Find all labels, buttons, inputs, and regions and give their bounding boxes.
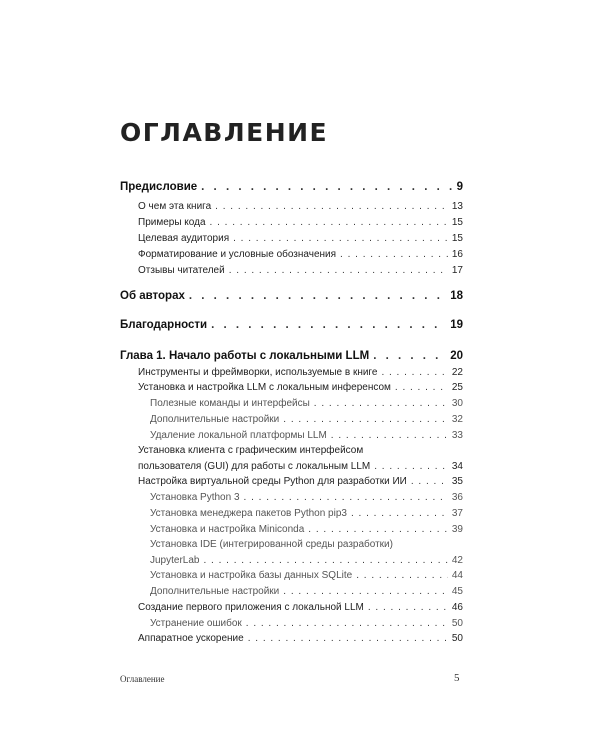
- toc-entry[interactable]: [138, 365, 463, 380]
- leader-dots: [211, 318, 446, 333]
- toc-entry-page: 15: [451, 233, 463, 244]
- toc-entry-title: пользователя (GUI) для работы с локальным LLM: [138, 461, 371, 472]
- toc-entry[interactable]: [138, 380, 463, 395]
- toc-entry[interactable]: [150, 522, 463, 537]
- toc-entry[interactable]: [120, 318, 463, 333]
- leader-dots: [210, 215, 448, 230]
- toc-entry-title: Установка Python 3: [150, 492, 240, 503]
- toc-entry-page: 36: [451, 492, 463, 503]
- toc-entry-page: 32: [451, 414, 463, 425]
- toc-entry-page: 13: [451, 201, 463, 212]
- toc-entry-title: Дополнительные настройки: [150, 586, 280, 597]
- toc-entry-title: Примеры кода: [138, 217, 206, 228]
- toc-entry-page: 45: [451, 586, 463, 597]
- leader-dots: [283, 412, 448, 427]
- toc-entry-title: Установка и настройка базы данных SQLite: [150, 570, 353, 581]
- leader-dots: [340, 247, 448, 262]
- leader-dots: [374, 459, 448, 474]
- toc-entry-title-line1[interactable]: Установка клиента с графическим интерфейсом: [138, 445, 364, 456]
- toc-entry-title: Дополнительные настройки: [150, 414, 280, 425]
- toc-entry[interactable]: [138, 215, 463, 230]
- running-footer: Оглавление: [120, 674, 165, 684]
- toc-entry-title: Установка менеджера пакетов Python pip3: [150, 508, 347, 519]
- leader-dots: [246, 616, 448, 631]
- toc-entry-page: 15: [451, 217, 463, 228]
- toc-entry[interactable]: [150, 506, 463, 521]
- toc-entry-page: 20: [450, 350, 463, 362]
- toc-entry-title: Создание первого приложения с локальной LLM: [138, 602, 364, 613]
- toc-entry-title: Целевая аудитория: [138, 233, 230, 244]
- toc-entry-page: 22: [451, 367, 463, 378]
- toc-entry-title: Устранение ошибок: [150, 618, 242, 629]
- toc-entry[interactable]: [150, 553, 463, 568]
- toc-entry-title: Отзывы читателей: [138, 265, 225, 276]
- toc-entry-title: Об авторах: [120, 290, 185, 302]
- toc-entry-title: Аппаратное ускорение: [138, 633, 244, 644]
- toc-entry-page: 33: [451, 430, 463, 441]
- toc-entry[interactable]: [138, 231, 463, 246]
- leader-dots: [308, 522, 448, 537]
- leader-dots: [368, 600, 448, 615]
- toc-entry-title: Глава 1. Начало работы с локальными LLM: [120, 350, 370, 362]
- toc-entry[interactable]: [138, 631, 463, 646]
- toc-entry-title: JupyterLab: [150, 555, 200, 566]
- leader-dots: [381, 365, 447, 380]
- toc-entry[interactable]: [150, 412, 463, 427]
- toc-entry[interactable]: [150, 568, 463, 583]
- leader-dots: [244, 490, 448, 505]
- toc-entry-title: Удаление локальной платформы LLM: [150, 430, 327, 441]
- toc-entry-page: 34: [451, 461, 463, 472]
- toc-entry-title: Благодарности: [120, 319, 208, 331]
- toc-entry-title: О чем эта книга: [138, 201, 212, 212]
- toc-entry[interactable]: [138, 199, 463, 214]
- leader-dots: [356, 568, 448, 583]
- toc-entry-title: Установка и настройка LLM с локальным инференсом: [138, 382, 391, 393]
- leader-dots: [203, 553, 447, 568]
- leader-dots: [229, 263, 448, 278]
- toc-entry-page: 9: [456, 181, 463, 193]
- toc-entry-title: Форматирование и условные обозначения: [138, 249, 337, 260]
- leader-dots: [411, 474, 448, 489]
- toc-entry[interactable]: [138, 247, 463, 262]
- toc-entry[interactable]: [150, 490, 463, 505]
- toc-entry-title: Установка и настройка Miniconda: [150, 524, 305, 535]
- toc-entry-page: 50: [451, 633, 463, 644]
- leader-dots: [395, 380, 448, 395]
- leader-dots: [373, 349, 446, 364]
- leader-dots: [314, 396, 448, 411]
- toc-entry[interactable]: [150, 428, 463, 443]
- toc-entry-page: 39: [451, 524, 463, 535]
- toc-entry-title-line1[interactable]: Установка IDE (интегрированной среды разработки): [150, 539, 393, 550]
- toc-entry-page: 37: [451, 508, 463, 519]
- leader-dots: [331, 428, 448, 443]
- toc-entry-title: Полезные команды и интерфейсы: [150, 398, 310, 409]
- leader-dots: [201, 180, 452, 195]
- leader-dots: [215, 199, 448, 214]
- toc-entry-title: Настройка виртуальной среды Python для разработки ИИ: [138, 476, 407, 487]
- toc-entry-page: 16: [451, 249, 463, 260]
- leader-dots: [351, 506, 448, 521]
- toc-entry-page: 35: [451, 476, 463, 487]
- toc-entry[interactable]: [120, 349, 463, 364]
- toc-entry[interactable]: [150, 584, 463, 599]
- toc-entry[interactable]: [120, 180, 463, 195]
- toc-entry-page: 30: [451, 398, 463, 409]
- toc-entry[interactable]: [138, 263, 463, 278]
- toc-entry-page: 19: [450, 319, 463, 331]
- toc-entry[interactable]: [120, 289, 463, 304]
- toc-entry-page: 25: [451, 382, 463, 393]
- leader-dots: [248, 631, 448, 646]
- leader-dots: [233, 231, 448, 246]
- leader-dots: [189, 289, 446, 304]
- toc-entry[interactable]: [138, 474, 463, 489]
- leader-dots: [283, 584, 448, 599]
- page-title: ОГЛАВЛЕНИЕ: [120, 118, 329, 147]
- toc-entry-page: 17: [451, 265, 463, 276]
- toc-entry[interactable]: [150, 396, 463, 411]
- toc-entry-title: Инструменты и фреймворки, используемые в книге: [138, 367, 378, 378]
- toc-entry-page: 44: [451, 570, 463, 581]
- toc-entry-title: Предисловие: [120, 181, 198, 193]
- toc-entry[interactable]: [138, 600, 463, 615]
- toc-entry-page: 50: [451, 618, 463, 629]
- page-number: 5: [454, 672, 460, 684]
- toc-entry-page: 46: [451, 602, 463, 613]
- toc-entry-page: 42: [451, 555, 463, 566]
- toc-entry-page: 18: [450, 290, 463, 302]
- toc-entry[interactable]: [150, 616, 463, 631]
- toc-entry[interactable]: [138, 459, 463, 474]
